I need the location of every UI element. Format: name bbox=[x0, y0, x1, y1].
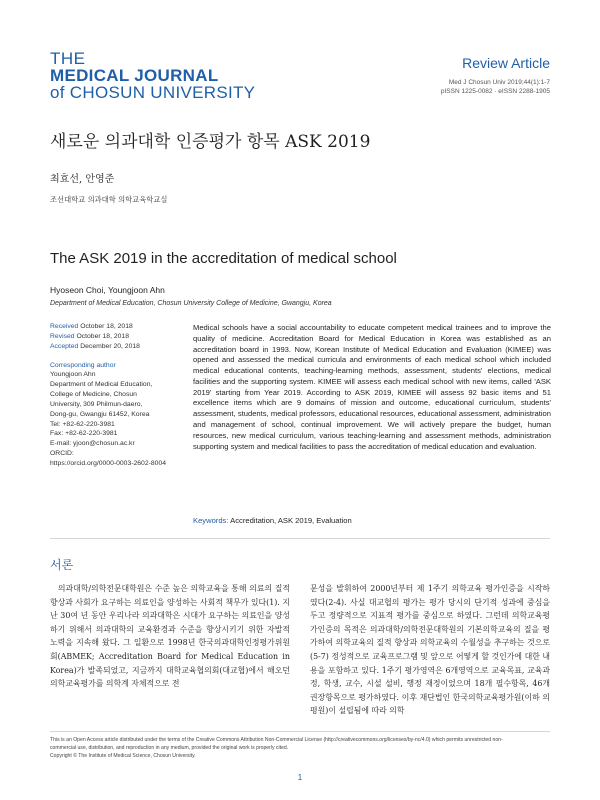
citation-line: Med J Chosun Univ 2019;44(1):1-7 bbox=[448, 79, 550, 86]
keywords-label: Keywords: bbox=[193, 516, 229, 525]
corresponding-heading: Corresponding author bbox=[50, 361, 116, 369]
citation-info bbox=[441, 79, 550, 97]
journal-name-line1: THE bbox=[50, 49, 86, 68]
keywords bbox=[193, 516, 352, 525]
corresponding-line: University, 309 Philmun-daero, bbox=[50, 400, 143, 408]
accepted-date bbox=[50, 342, 180, 352]
journal-name-line2: MEDICAL JOURNAL bbox=[50, 66, 219, 85]
body-column-right: 문성을 발휘하여 2000년부터 제 1주기 의학교육 평가인증을 시작하였다(2-4). 사실 대교협의 평가는 평가 당시의 단기적 성과에 중심을 두고 정량적으로 지표적 평가를 중심으로 하였다. 그런데 의학교육평가인증의 목적은 의과대학/의학전문대학원의 기본의학교육의 질을 평가하여 의학교육의 질적 향상과 의학교육의 수월성을 추구하는 것으로(5-7) 정성적으로 교육프로그램 및 앞으로 어떻게 할 것인가에 대한 내용을 포함하고 있다. 1주기 평가영역은 6개영역으로 교육목표, 교육과정, 학생, 교수, 시설 설비, 행정 재정이었으며 18개 필수항목, 46개 권장항목으로 평가하였다. 이후 재단법인 한국의학교육평가원(이하 의평원)이 설립됨에 따라 의학 bbox=[310, 584, 550, 716]
orcid-link[interactable]: https://orcid.org/0000-0003-2602-8004 bbox=[50, 459, 167, 467]
korean-title: 새로운 의과대학 인증평가 항목 ASK 2019 bbox=[50, 132, 371, 152]
corresponding-line: Department of Medical Education, bbox=[50, 381, 153, 389]
divider bbox=[50, 538, 550, 539]
revised-date bbox=[50, 332, 180, 342]
corresponding-fax: Fax: +82-62-220-3981 bbox=[50, 430, 118, 438]
english-affiliation: Department of Medical Education, Chosun University College of Medicine, Gwangju, Korea bbox=[50, 300, 332, 307]
journal-logo bbox=[50, 50, 255, 101]
footnote-line: commercial use, distribution, and reproduction in any medium, provided the original work is properly cited. bbox=[50, 745, 289, 752]
received-date bbox=[50, 322, 180, 332]
corresponding-tel: Tel: +82-62-220-3981 bbox=[50, 420, 115, 428]
abstract-text: Medical schools have a social accountability to educate competent medical trainees and to improve the quality of medicine. Accreditation Board for Medical Education in Korea was established as an accreditation board in 1993. Now, Korean Institute of Medical Education and Evaluation (KIMEE) was opened and assessed the medical curricula and environments of each medical school which included medical educational contents, teaching-learning methods, assessment, students' elections, medical facilities and the supporting system. KIMEE will assess each medical school with new items, called 'ASK 2019' starting from Year 2019. According to ASK 2019, KIMEE will assess 92 basic items and 51 excellence items which are 9 domains of mission and outcome, educational curriculum, students' assessment, students, medical professors, educational resources, educational assessment, administration and management of school, continual improvement. We will actively prepare the budget, human resources, new medical curriculum, various teaching-learning and assessment methods, administration supporting system and medical facilities to pass the accreditation of medical education and evaluation. bbox=[193, 323, 551, 451]
copyright-line: Copyright © The Institute of Medical Science, Chosun University. bbox=[50, 753, 196, 760]
revised-value: October 18, 2018 bbox=[76, 332, 129, 340]
license-footnote bbox=[50, 736, 550, 760]
journal-name-line3: of CHOSUN UNIVERSITY bbox=[50, 83, 256, 102]
received-label: Received bbox=[50, 323, 79, 330]
english-authors: Hyoseon Choi, Youngjoon Ahn bbox=[50, 285, 165, 295]
orcid-label: ORCID: bbox=[50, 450, 74, 458]
footnote-line: This is an Open Access article distributed under the terms of the Creative Commons Attribution Non-Commercial License (http://creativecommons.org/licenses/by-nc/4.0) which permits unrestricted non- bbox=[50, 737, 503, 743]
korean-affiliation: 조선대학교 의과대학 의학교육학교실 bbox=[50, 195, 168, 204]
section-heading: 서론 bbox=[50, 558, 74, 572]
accepted-value: December 20, 2018 bbox=[80, 342, 140, 350]
issn-line: pISSN 1225-0082 · eISSN 2288-1905 bbox=[440, 87, 550, 95]
revised-label: Revised bbox=[50, 332, 75, 340]
corresponding-line: Youngjoon Ahn bbox=[50, 371, 96, 379]
corresponding-line: Dong-gu, Gwangju 61452, Korea bbox=[50, 410, 150, 418]
article-info-sidebar bbox=[50, 322, 180, 469]
article-type: Review Article bbox=[462, 55, 550, 71]
keywords-text: Accreditation, ASK 2019, Evaluation bbox=[230, 516, 352, 525]
received-value: October 18, 2018 bbox=[80, 323, 133, 330]
corresponding-line: College of Medicine, Chosun bbox=[50, 391, 137, 399]
body-column-left: 의과대학/의학전문대학원은 수준 높은 의학교육을 통해 의료의 질적 향상과 사회가 요구하는 의료인을 양성하는 사회적 책무가 있다(1). 지난 30여 년 동안 우리나라 의과대학은 시대가 요구하는 의료인을 양성하기 위해서 의과대학의 교육환경과 수준을 향상시키기 위한 자발적 노력을 지속해 왔다. 그 일환으로 1998년 한국의과대학인정평가위원회(ABMEK; Accreditation Board for Medical Education in Korea)가 발족되었고, 지금까지 대학교육협의회(대교협)에서 해오던 의학교육평가를 의학계 자체적으로 전 bbox=[50, 584, 290, 689]
corresponding-email: E-mail: yjoon@chosun.ac.kr bbox=[50, 440, 135, 448]
accepted-label: Accepted bbox=[50, 342, 79, 350]
korean-authors: 최효선, 안영준 bbox=[50, 174, 115, 185]
footnote-divider bbox=[50, 731, 550, 732]
page-number: 1 bbox=[297, 773, 303, 782]
english-title: The ASK 2019 in the accreditation of medical school bbox=[50, 250, 397, 267]
